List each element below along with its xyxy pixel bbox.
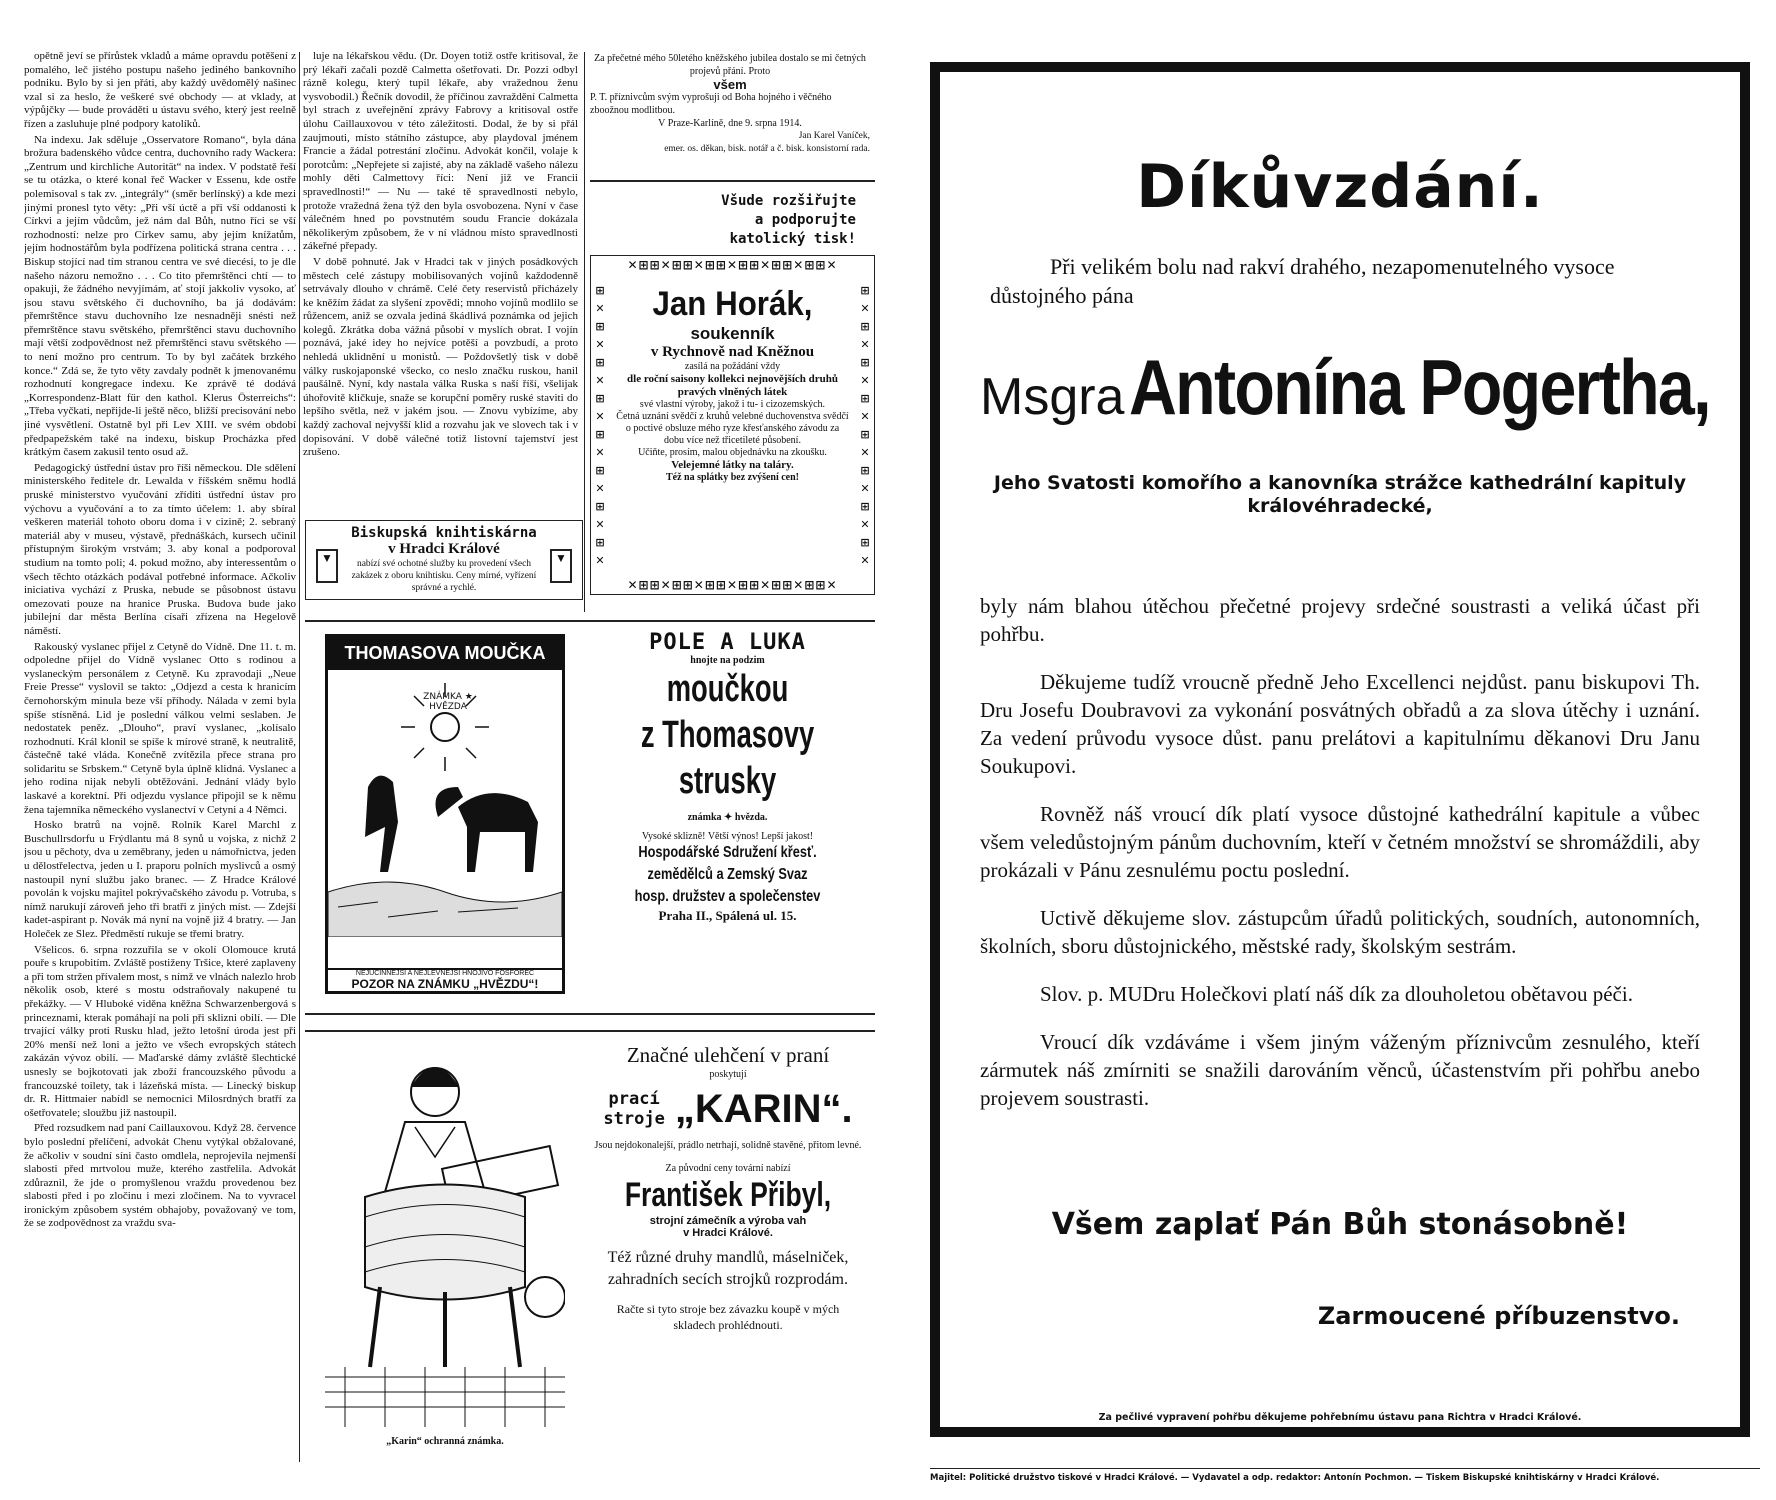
ad-business: strojní zámečník a výroba vah <box>649 1215 807 1227</box>
bishop-printing-ad <box>305 520 583 600</box>
body-paragraph: Rovněž náš vroucí dík platí vysoce důstojné kathedrální kapitule a vůbec všem veledůstojným pánům duchovním, kteří v četném množství se shromáždili, aby prokázali v Pánu zesnulému poctu poslední. <box>980 802 1700 882</box>
shield-icon <box>550 549 572 583</box>
thanks-body <box>980 592 1700 1132</box>
ornament-border: ✕⊞⊞✕⊞⊞✕⊞⊞✕⊞⊞✕⊞⊞✕⊞⊞✕ <box>627 578 838 592</box>
news-column-2 <box>303 50 578 585</box>
karin-washer-ad <box>305 1030 875 1460</box>
ad-word: stroje <box>603 1109 665 1129</box>
ad-text: Vysoké sklizně! Větší výnos! Lepší jakost! <box>641 831 814 842</box>
ad-text: Též různé druhy mandlů, máselniček, zahradních secích strojků rozprodám. <box>607 1249 849 1288</box>
article-paragraph: Na indexu. Jak sděluje „Osservatore Romano“, byla dána brožura badenského vůdce centra, duchovního rady Wackera: „Zentrum und kirchliche Autorität“ na index. V podstatě řeší se tu otázka, o které konal řeč Wacker v Essenu, kde ostře polemisoval s tak zv. „integrály“ (směr berlínský) a kde mezi jinými pronesl tyto věty: „Při vší úctě a při vší oddanosti k Církvi a jejím vůdcům, jež nám dal Bůh, nutno říci se vší rozhodností: nelze pro Církev samu, aby jejím knížatům, jejím hodnostářům byla podřízena politická strana centra . . . Biskup stojící nad tím stranou centra ve své diecési, to je dle našeho názoru nemožno . . . Co tito přemrštěnci chtí — to opakuji, že žádného nevyjímám, ať stojí jakkoliv vysoko, ať jsou stavu světského či duchovního, ba já dodávám: přemrštěnce stavu duchovního lze nesnadněji snésti než přemrštěnce stavu světského, přemrštěnci stavu duchovního mají větší zodpovědnost než přemrštěnci stavu světského — to není možno pro centrum. To by byl začátek brzkého konce.“ Zdá se, že tyto věty zavdaly podnět k jmenovanému rozhodnutí kongregace indexu. Ke zprávě té dodává „Korrespondenz-Blatt für den kathol. Klerus Österreichs“: „Třeba vyčkati, nepřijde-li ještě něco, bližší precisování nebo jiné vysvětlení. Ostatně byl při Lev XIII. ve svém období předpapežském také na indexu, biskup Procházka před krátkým časem zakusil tento osud až. <box>24 133 296 459</box>
ad-subtitle: v Hradci Králové <box>388 541 500 557</box>
article-paragraph: Všelicos. 6. srpna rozzuřila se v okolí Olomouce krutá pouře s krupobitím. Zvláště postiženy Tršice, které zaplaveny a při tom stržen přívalem most, s nímž ve vlnách nalezlo hrob několik osob, které s mostu odstraňovaly nakupené tu překážky. — V Hluboké viděna kněžna Schwarzenbergová s princeznami, kterak pomáhají na poli při sklizni obilí. — Dle trvající války proti Rusku hlad, ježto letošní úroda jest při 20% menší než loni a ježto ve všech evropských státech zakázán vývoz obilí. — Maďarské dámy zvláště šlechtické usnesly se bojkotovati jak zboží francouzského původu a francouzské toilety, tak i lázeňská místa. — Linecký biskup dr. R. Hittmaier nabídl se nemocnici Milosrdných bratří za ošetřovatele; sloužbu již nastoupil. <box>24 943 296 1119</box>
ad-big-word: z Thomasovy <box>640 714 815 756</box>
ornament-border: ✕⊞⊞✕⊞⊞✕⊞⊞✕⊞⊞✕⊞⊞✕⊞⊞✕ <box>627 258 838 272</box>
article-paragraph: Pedagogický ústřední ústav pro říši německou. Dle sdělení ministerského ředitele dr. Lewalda v říšském sněmu hodlá pruské ministerstvo vyučování zříditi ústřední ústav pro výchovu a vyučování a to za tímto účelem: 1. aby sbíral veškeren materiál tohoto oboru doma i v cizině; 2. sebraný materiál aby v museu, výstavě, přednáškách, kursech učinil přístupným širokým vrstvám; 3. aby konal a podporoval studium na tomto poli; 4. pokud možno, aby interessentům o všech těchto otázkách podával potřebné informace. Ačkoliv iniciativa vychází z Pruska, nebude se působnost ústavu omezovati pouze na hranice Pruska. Budova bude jako jubilejní dar města Berlína císaři zřízena na Hegelově náměstí. <box>24 461 296 637</box>
illustration-title: THOMASOVA MOUČKA <box>328 637 562 670</box>
catholic-press-promo <box>596 192 866 249</box>
ad-text: dle roční saisony kollekci nejnovějších druhů pravých vlněných látek <box>627 373 838 398</box>
ad-text: Za původní ceny tovární nabízí <box>665 1163 791 1174</box>
farmer-horses-drawing <box>328 677 562 937</box>
ad-subline: poskytují <box>709 1069 747 1080</box>
ad-text: Učiňte, prosím, malou objednávku na zkoušku. <box>638 447 827 458</box>
body-paragraph: Uctivě děkujeme slov. zástupcům úřadů politických, soudních, autonomních, školních, sboru důstojnického, městské rady, školským sestrám. <box>980 906 1700 958</box>
ad-text: Velejemné látky na taláry. <box>671 459 794 471</box>
ad-big-word: strusky <box>678 760 777 802</box>
promo-line: katolický tisk! <box>729 231 856 247</box>
star-label: ZNÁMKA ★ HVĚZDA <box>423 692 473 712</box>
warning-line: POZOR NA ZNÁMKU „HVĚZDU“! <box>351 977 539 991</box>
ad-trademark: známka ✦ hvězda. <box>687 812 768 823</box>
intro-text: Při velikém bolu nad rakví drahého, nezapomenutelného vysoce důstojného pána <box>990 254 1615 308</box>
notice-place-date: V Praze-Karlíně, dne 9. srpna 1914. <box>658 118 802 129</box>
horak-cloth-ad <box>590 255 875 595</box>
ad-headline: POLE A LUKA <box>649 630 806 655</box>
newspaper-page <box>0 0 880 1500</box>
ad-trade: soukenník <box>690 324 775 343</box>
obituary-page <box>880 0 1776 1500</box>
publisher-imprint: Majitel: Politické družstvo tiskové v Hradci Králové. — Vydavatel a odp. redaktor: Antonín Pochmon. — Tiskem Biskupské knihtiskárny v Hradci Králové. <box>930 1468 1760 1483</box>
column-divider <box>299 52 300 1462</box>
notice-signature-title: emer. os. děkan, bisk. notář a č. bisk. konsistorní rada. <box>664 144 870 154</box>
notice-text: Za přečetné mého 50letého kněžského jubilea dostalo se mi četných projevů přání. Proto <box>594 53 866 77</box>
column-divider <box>584 52 585 612</box>
illustration-warning <box>328 968 562 991</box>
promo-line: a podporujte <box>754 212 856 228</box>
fertilizer-text <box>585 630 870 924</box>
brand-row <box>583 1087 873 1131</box>
brand-name: „KARIN“. <box>674 1087 853 1131</box>
ad-merchant-name: František Přibyl, <box>624 1176 832 1214</box>
ad-place: v Rychnově nad Kněžnou <box>650 344 815 360</box>
ad-merchant-name: Jan Horák, <box>652 285 813 323</box>
ad-association: hosp. družstev a společenstev <box>634 888 821 905</box>
thomas-fertilizer-ad <box>305 620 875 1015</box>
article-paragraph: V době pohnuté. Jak v Hradci tak v jiných posádkových městech celé zástupy mobilisovaných vojínů každodenně setrvávaly dlouho v chrámě. Celé čety reservistů přicházely ke kněžím žádat za slyšení zpovědi; mnoho vojínů modlilo se růžencem, aniž se ozvala jediná škádlivá poznámka od jejich kolegů. Zkrátka doba vážná působí v myslích obrat. I vojín poznává, jaké idey ho nejvíce potěší a povzbudí, a proto nehledá uklidnění u monistů. — Poždovšetlý tisk v době války ruskojaponské všecko, co neslo značku ruskou, hanil paušálně. Nyní, kdy nastala válka Ruska s naší říší, všelijak úhořovitě kličkuje, snaže se korupční poměry ruské staviti do lepšího světla, než v jakém jsou. — Znovu vybízíme, aby každý zachoval nejvyšší klid a rozvahu jak ve slovech tak i v dopisování. V době válečné totiž listovní tajemství jest zrušeno. <box>303 255 578 459</box>
notice-text: P. T. příznivcům svým vyprošuji od Boha hojného i věčného zboožnou modlitbou. <box>590 92 832 116</box>
promo-line: Všude rozšiřujte <box>721 193 856 209</box>
article-paragraph: Před rozsudkem nad paní Caillauxovou. Když 28. července bylo poslední přelíčení, advokát Chenu vytýkal obžalované, že ačkoliv v soudní síni často omdlela, neprojevila nejmenší slabosti před mrtvolou muže, kterého zastřelila. Advokát zdůraznil, že jde o promyšlenou vraždu provedenou bez slabosti před i po zločinu i mezi zločinem. Na to vyvracel ironickým způsobem systém obhajoby, považovaný ve tom, že se zodpovědnost za vraždu sva- <box>24 1122 296 1230</box>
ad-big-word: moučkou <box>666 668 789 710</box>
jubilee-thanks-notice <box>590 52 870 156</box>
body-paragraph: Slov. p. MUDru Holečkovi platí náš dík za dlouholetou obětavou péči. <box>1040 982 1633 1006</box>
body-paragraph: Děkujeme tudíž vroucně předně Jeho Excellenci nejdůst. panu biskupovi Th. Dru Josefu Doubravovi za vykonání posvátných obřadů a za slova útěchy i uznání. Za vedení průvodu vysoce důst. panu prelátovi a kapitulnímu děkanovi Dru Janu Soukupovi. <box>980 670 1700 778</box>
article-paragraph: luje na lékařskou vědu. (Dr. Doyen totiž ostře kritisoval, že prý lékaři začali pozdě Calmetta ošetřovati. Dr. Pozzi odbyl rázně kolegu, který tupil lékaře, aby vražednou ženu vysvobodil.) Řečník dovodil, že příčinou zavraždění Calmetta byl strach z uveřejnění zprávy Fabrovy a kritisoval ostře úlohu Caillauxovou v této záležitosti. Dodal, že by si přál zaujmouti, místo státního zástupce, aby playdoval jménem Francie a žádal potrestání zločinu. Advokát končil, volaje k porotcům: „Nepřejete si zajisté, aby na základě vašeho nálezu mohly děti Calmettovy říci: Není již ve Francii spravedlnosti!“ — Nu — také tě spravedlnosti nebylo, protože vražedná žena týž den byla osvobozena. Nyní v čase válečném hned po povstnutém soudu Francie dokázala několikerým způsobem, že v ní vládnou místo spravedlnosti zákeřné přepady. <box>303 50 578 253</box>
ornament-border: ⊞ ✕ ⊞ ✕ ⊞ ✕ ⊞ ✕ ⊞ ✕ ⊞ ✕ ⊞ ✕ ⊞ ✕ <box>595 284 605 567</box>
warning-line: NEJÚČINNĚJŠÍ A NEJLEVNĚJŠÍ HNOJIVO FOSFOREČ <box>355 970 535 977</box>
girl-washer-drawing <box>325 1047 565 1427</box>
ad-text: Račte si tyto stroje bez závazku koupě v mých skladech prohlédnouti. <box>616 1302 840 1332</box>
body-paragraph: byly nám blahou útěchou přečetné projevy srdečné soustrasti a veliká účast při pohřbu. <box>980 594 1700 646</box>
washer-text <box>583 1042 873 1333</box>
notice-signature: Jan Karel Vaníček, <box>798 131 870 141</box>
ad-address: Praha II., Spálená ul. 15. <box>658 908 797 923</box>
news-column-1 <box>24 50 296 1460</box>
article-paragraph: Rakouský vyslanec přijel z Cetyně do Vídně. Dne 11. t. m. odpoledne přijel do Vídně vyslanec Otto s rodinou a vyslaneckým personálem z Cetyně. Ku zpravodaji „Neue Freie Presse“ vyslovil se takto: „Odjezd a cesta k hranicím černohorským minula beze vší příhody. Nálada v zemi byla spíše stísněná. Lid je poslední válkou velmi seslaben. Je nedostatek peněz. „Dlouho“, praví vyslanec, „kolísalo rozhodnutí. Král klonil se spíše k mírové straně, k neutralitě, částečně také vláda. Konečně zvítězila přece strana pro solidaritu se Srbskem.“ Cetyně byla úplně klidná. Vyslanec a jeho rodina nijak nebyli obtěžováni. Jednání vlády bylo laskavé a korektní. Při odjezdu vyslance připojil se k němu žena tajemníka německého vyslanectví v Cetyni a 4 Němci. <box>24 640 296 816</box>
ad-text: nabízí své ochotné služby ku provedení všech zakázek z oboru knihtisku. Ceny mírné, vyřízení správné a rychlé. <box>351 559 537 593</box>
deceased-full-name: Antonína Pogertha, <box>1128 343 1710 431</box>
body-paragraph: Vroucí dík vzdáváme i všem jiným váženým příznivcům zesnulého, kteří zármutek náš zmírniti se snažili darováním věnců, účastenstvím při pohřbu anebo projevem soustrasti. <box>980 1030 1700 1110</box>
page-title: Díkůvzdání. <box>1136 152 1544 222</box>
corner-marks: ·̄ · ̄̄ <box>1020 64 1036 78</box>
divider <box>590 180 875 182</box>
notice-heading: všem <box>713 77 747 92</box>
ad-text: Jsou nejdokonalejší, prádlo netrhají, solidně stavěné, přitom levné. <box>594 1140 862 1151</box>
washing-machine-illustration <box>325 1047 565 1447</box>
article-paragraph: opětně jeví se přírůstek vkladů a máme opravdu potěšení z pomalého, leč jistého postupu našeho jediného bankovního podniku. Bylo by si jen přáti, aby každý uvědomělý našinec vzal si za heslo, že veškeré své obchody — at vklady, at výpůjčky — bude prováděti u ústavu svého, který jest reelně řízen a zasluhuje plné podpory katolíků. <box>24 50 296 130</box>
fertilizer-illustration <box>325 634 565 994</box>
article-paragraph: Hosko bratrů na vojně. Rolník Karel Marchl z Buschullrsdorfu u Frýdlantu má 8 synů u vojska, z nichž 2 jsou u pěchoty, dva u zeměbrany, jeden u námořnictva, jeden u dělostřelectva, jeden u I. praporu polních myslivců a osmý nastoupil nyní službu jako branec. — Z Hradce Králové povolán k vojsku majitel pokrývačského závodu p. Votruba, s nímž narukují zároveň jeho tři bratři z jiných míst. — Zdejší kadet-aspirant p. Novák má nyní na vojně již 4 bratry. — Jan Holeček ze Slez. Předměstí rukuje se třemi bratry. <box>24 819 296 940</box>
signature-family: Zarmoucené příbuzenstvo. <box>1317 1302 1680 1330</box>
ad-business: v Hradci Králové. <box>683 1227 773 1239</box>
ad-headline: Značné ulehčení v praní <box>626 1043 830 1067</box>
ad-subline: hnojte na podzim <box>690 655 765 666</box>
deceased-role: Jeho Svatosti komořího a kanovníka strážce kathedrální kapituly královéhradecké, <box>993 472 1687 517</box>
ad-title: Biskupská knihtiskárna <box>351 525 537 541</box>
deceased-name <box>980 342 1776 433</box>
thanksgiving-frame <box>930 62 1750 1437</box>
shield-icon <box>316 549 338 583</box>
ornament-border: ⊞ ✕ ⊞ ✕ ⊞ ✕ ⊞ ✕ ⊞ ✕ ⊞ ✕ ⊞ ✕ ⊞ ✕ <box>860 284 870 567</box>
deceased-title: Msgra <box>980 368 1125 426</box>
ad-association: Hospodářské Sdružení křesť. <box>638 844 817 861</box>
ad-association: zemědělců a Zemský Svaz <box>647 866 808 883</box>
ad-text: své vlastní výroby, jakož i tu- i cizozemských. <box>639 399 826 410</box>
ad-word: prací <box>608 1089 660 1109</box>
funeral-home-note: Za pečlivé vypravení pohřbu děkujeme pohřebnímu ústavu pana Richtra v Hradci Králové. <box>1098 1412 1582 1423</box>
ad-text: Též na splátky bez zvýšení cen! <box>665 472 800 483</box>
illustration-caption: „Karin“ ochranná známka. <box>386 1436 504 1447</box>
ad-text: zasílá na požádání vždy <box>684 361 781 372</box>
ad-text: Četná uznání svědčí z kruhů velebné duchovenstva svědčí o poctivé obsluze mého ryze křesťanského závodu za dobu více než třicetileté působení. <box>616 411 849 446</box>
closing-blessing: Všem zaplať Pán Bůh stonásobně! <box>1051 1207 1629 1242</box>
